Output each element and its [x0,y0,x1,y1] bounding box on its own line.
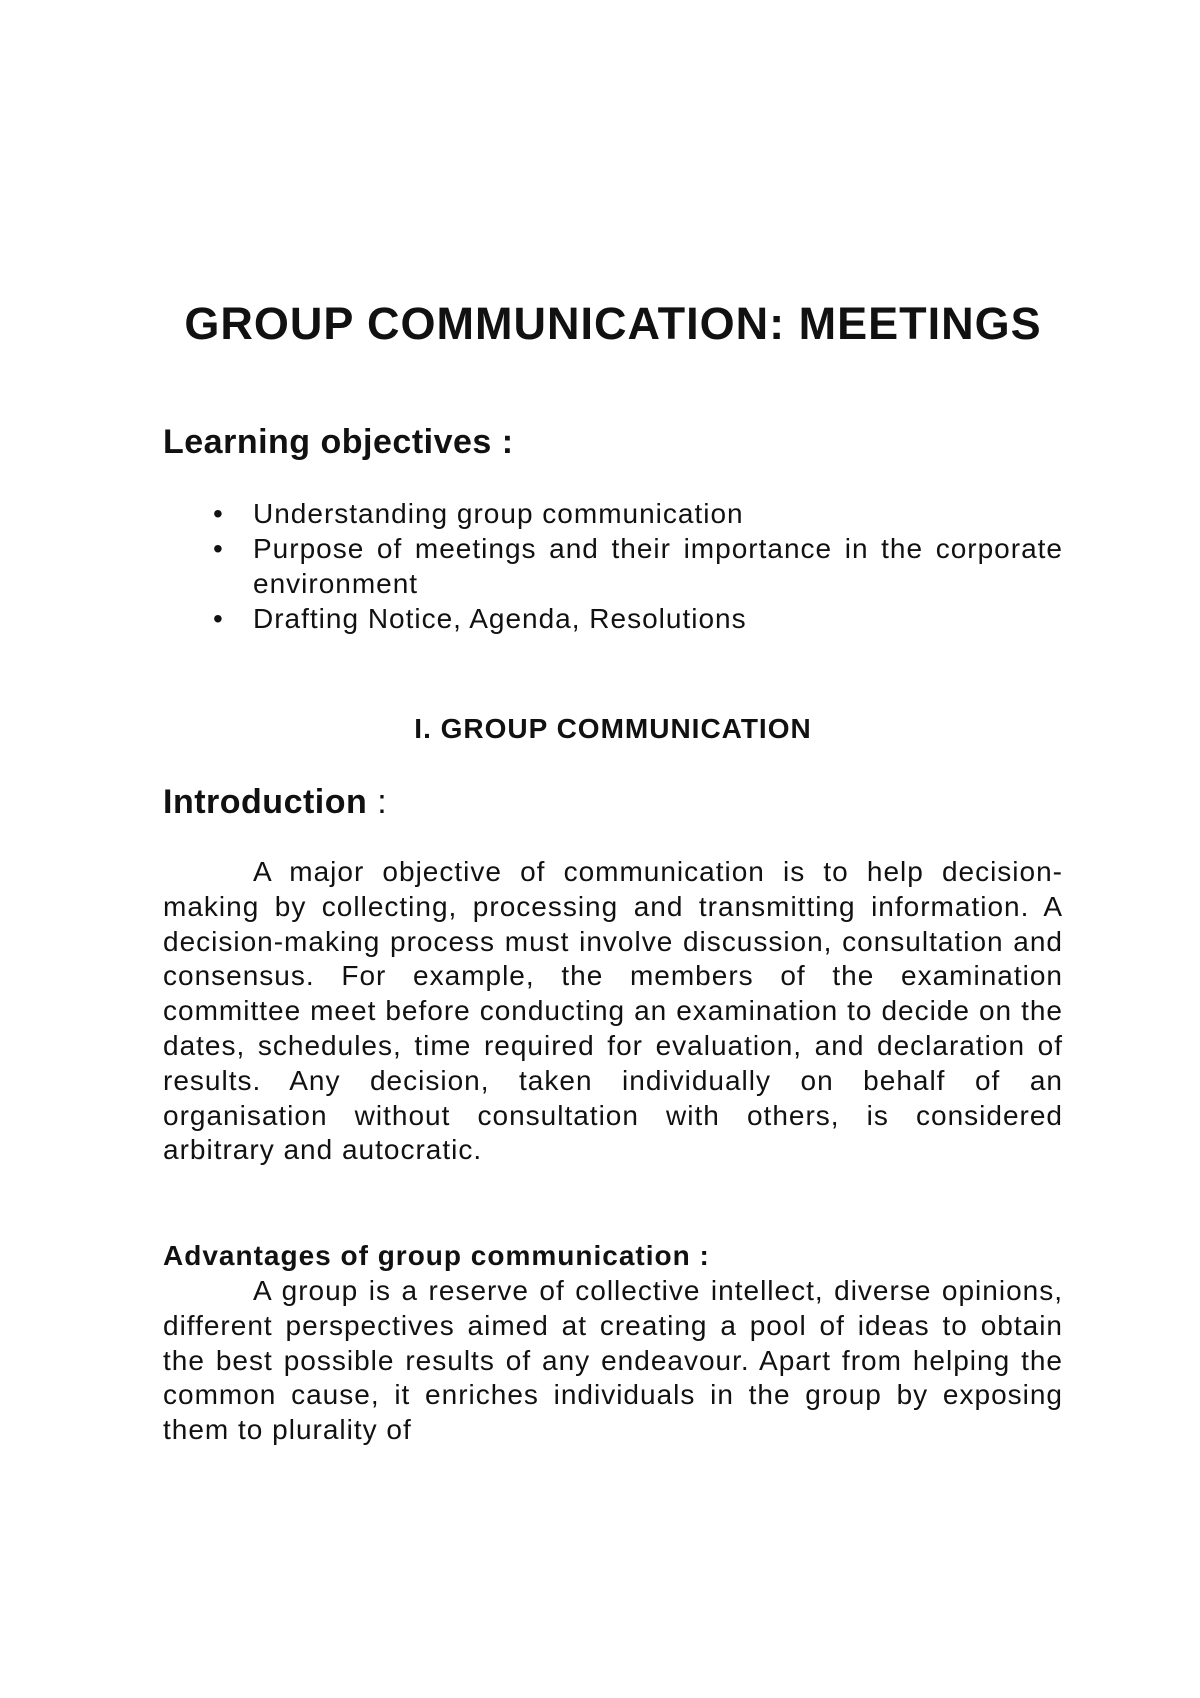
bullet-icon: • [213,603,224,634]
section-heading: I. GROUP COMMUNICATION [414,713,812,744]
introduction-heading-colon: : [367,783,388,821]
introduction-heading [163,780,387,824]
bullet-icon: • [213,533,224,564]
advantages-heading: Advantages of group communication : [163,1240,710,1271]
introduction-paragraph: A major objective of communication is to help decision-making by collecting, processing and transmitting information. A decision-making process must involve discussion, consultation and consensus. For example, the members of the examination committee meet before conducting an examination to decide on the dates, schedules, time required for evaluation, and declaration of results. Any decision, taken individually on behalf of an organisation without consultation with others, is considered arbitrary and autocratic. [163,856,1063,1166]
document-page [163,0,1063,1698]
list-item [163,496,1063,531]
bullet-icon: • [213,498,224,529]
document-title: GROUP COMMUNICATION: MEETINGS [184,298,1042,349]
list-item-text: Purpose of meetings and their importance in the corporate environment [253,533,1063,599]
list-item [163,531,1063,601]
list-item-text: Understanding group communication [253,498,744,529]
list-item [163,601,1063,636]
list-item-text: Drafting Notice, Agenda, Resolutions [253,603,747,634]
advantages-paragraph: A group is a reserve of collective intellect, diverse opinions, different perspectives aimed at creating a pool of ideas to obtain the best possible results of any endeavour. Apart from helping the common cause, it enriches individuals in the group by exposing them to plurality of [163,1275,1063,1446]
learning-objectives-heading: Learning objectives : [163,423,514,461]
introduction-heading-text: Introduction [163,783,368,821]
learning-objectives-list [163,496,1063,636]
